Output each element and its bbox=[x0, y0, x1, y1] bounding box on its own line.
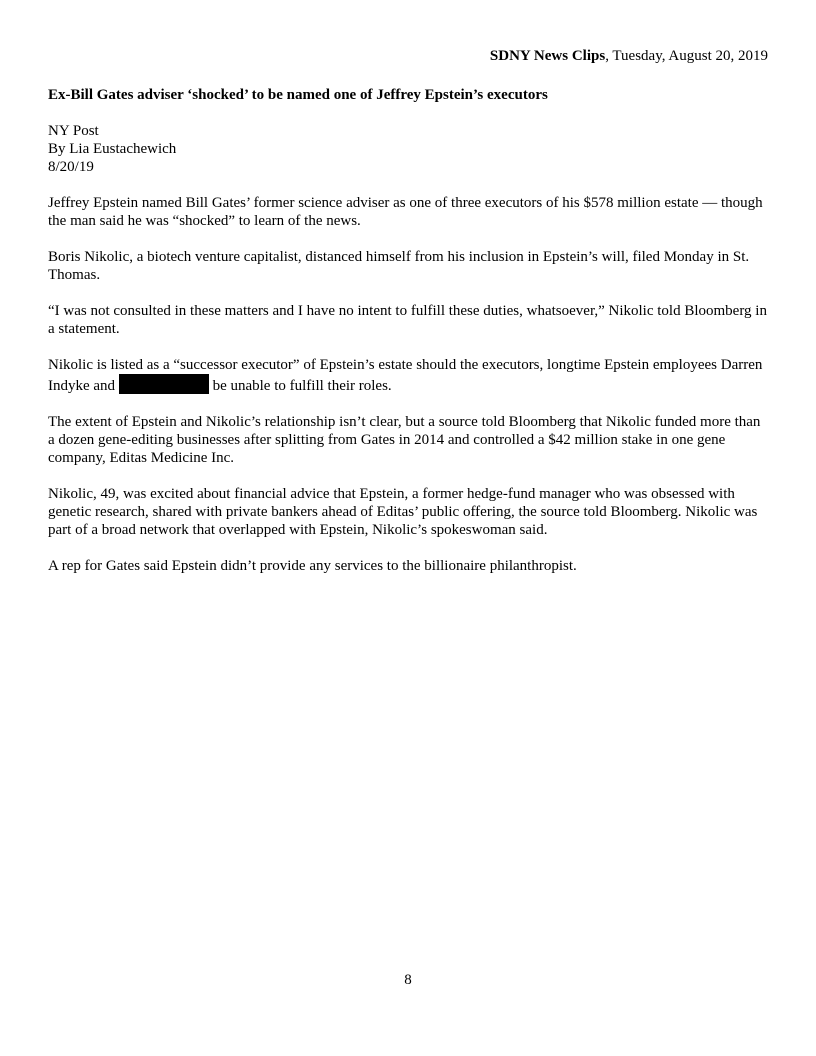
page-header bbox=[490, 48, 768, 65]
article-paragraph: A rep for Gates said Epstein didn’t provide any services to the billionaire philanthropist. bbox=[48, 558, 577, 574]
redacted-paragraph-after: be unable to fulfill their roles. bbox=[208, 378, 392, 394]
article-paragraph: Nikolic, 49, was excited about financial advice that Epstein, a former hedge-fund manager who was obsessed with genetic research, shared with private bankers ahead of Editas’ public offering, the source told Bloomberg. Nikolic was part of a broad network that overlapped with Epstein, Nikolic’s spokeswoman said. bbox=[48, 486, 758, 538]
article-date: 8/20/19 bbox=[48, 159, 94, 175]
redacted-paragraph-before: Nikolic is listed as a “successor executor” of Epstein’s estate should the executors, longtime Epstein employees Darren Indyke and bbox=[48, 357, 763, 394]
header-date: , Tuesday, August 20, 2019 bbox=[605, 48, 768, 64]
header-source: SDNY News Clips bbox=[489, 48, 606, 64]
article bbox=[48, 86, 770, 593]
article-outlet: NY Post bbox=[48, 123, 99, 139]
article-paragraph-redacted bbox=[48, 356, 770, 395]
article-paragraph: Jeffrey Epstein named Bill Gates’ former science adviser as one of three executors of his $578 million estate — though the man said he was “shocked” to learn of the news. bbox=[48, 195, 763, 229]
article-byline: By Lia Eustachewich bbox=[48, 141, 177, 157]
article-headline: Ex-Bill Gates adviser ‘shocked’ to be named one of Jeffrey Epstein’s executors bbox=[48, 87, 548, 103]
article-meta bbox=[48, 122, 770, 176]
article-paragraph: Boris Nikolic, a biotech venture capitalist, distanced himself from his inclusion in Epstein’s will, filed Monday in St. Thomas. bbox=[48, 249, 750, 283]
article-paragraph: “I was not consulted in these matters and I have no intent to fulfill these duties, whatsoever,” Nikolic told Bloomberg in a statement. bbox=[48, 303, 767, 337]
article-paragraph: The extent of Epstein and Nikolic’s relationship isn’t clear, but a source told Bloomberg that Nikolic funded more than a dozen gene-editing businesses after splitting from Gates in 2014 and controlled a $42 million stake in one gene company, Editas Medicine Inc. bbox=[48, 414, 761, 466]
page-number: 8 bbox=[404, 972, 412, 988]
redaction-block bbox=[119, 374, 209, 394]
